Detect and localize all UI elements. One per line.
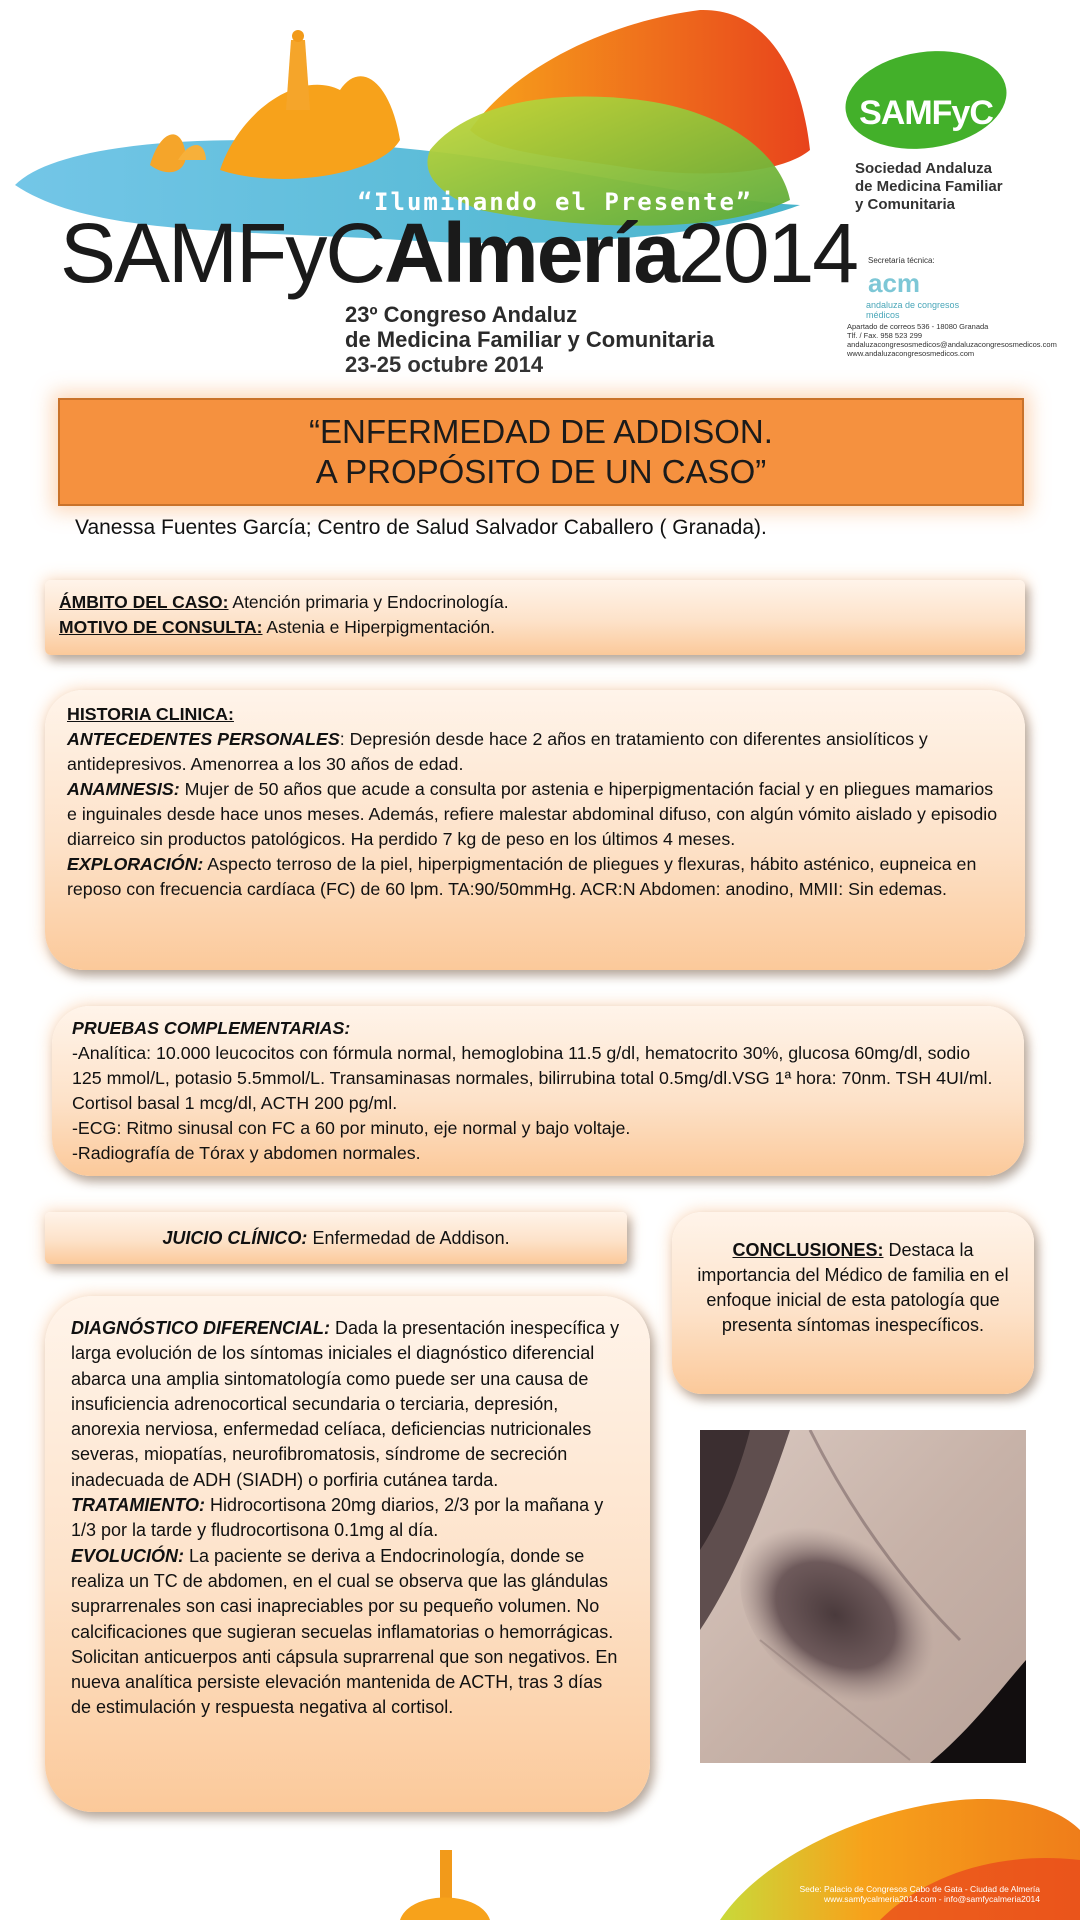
contact-info xyxy=(847,322,1077,358)
diferencial-label: DIAGNÓSTICO DIFERENCIAL: xyxy=(71,1318,330,1338)
juicio-label: JUICIO CLÍNICO: xyxy=(162,1228,308,1248)
acm-subtitle: andaluza de congresos médicos xyxy=(866,300,960,320)
pruebas-heading: PRUEBAS COMPLEMENTARIAS: xyxy=(72,1018,351,1038)
society-line-1: Sociedad Andaluza xyxy=(855,160,992,177)
contact-line-3: andaluzacongresosmedicos@andaluzacongresosmedicos.com xyxy=(847,340,1057,349)
poster-title xyxy=(58,398,1024,506)
brand-part-3: 2014 xyxy=(678,206,858,300)
motivo-line xyxy=(59,615,1011,640)
evolucion-text: La paciente se deriva a Endocrinología, donde se realiza un TC de abdomen, en el cual se observa que las glándulas suprarrenales son casi inapreciables por su pequeño volumen. No calcificaciones que sugieran secuelas inflamatorias o hemorrágicas. Solicitan anticuerpos anti cápsula suprarrenal que son negativos. En nueva analítica persiste elevación mantenida de ACTH, tras 3 días de estimulación y respuesta negativa al cortisol. xyxy=(71,1545,618,1718)
tratamiento-text: Hidrocortisona 20mg diarios, 2/3 por la mañana y 1/3 por la tarde y fludrocortisona 0.1mg al día. xyxy=(71,1495,604,1541)
conclusiones-label: CONCLUSIONES: xyxy=(732,1240,884,1260)
motivo-text: Astenia e Hiperpigmentación. xyxy=(262,617,496,637)
exploracion-text: Aspecto terroso de la piel, hiperpigmentación de pliegues y flexuras, hábito asténico, eupneica en reposo con frecuencia cardíaca (FC) de 60 lpm. TA:90/50mmHg. ACR:N Abdomen: anodino, MMII: Sin edemas. xyxy=(67,854,977,899)
ambito-label: ÁMBITO DEL CASO: xyxy=(59,592,229,612)
congress-brand-title xyxy=(60,208,857,298)
congress-line-1: 23º Congreso Andaluz xyxy=(345,302,578,327)
ambito-line xyxy=(59,590,1011,615)
pruebas-line-2: -ECG: Ritmo sinusal con FC a 60 por minuto, eje normal y bajo voltaje. xyxy=(72,1118,631,1138)
congress-dates: 23-25 octubre 2014 xyxy=(345,352,544,377)
differential-diagnosis-card xyxy=(45,1296,650,1812)
congress-subtitle xyxy=(345,302,714,377)
antecedentes-text: : Depresión desde hace 2 años en tratamiento con diferentes ansiolíticos y antidepresivos. Amenorrea a los 30 años de edad. xyxy=(67,729,928,774)
diferencial-text: Dada la presentación inespecífica y larga evolución de los síntomas iniciales el diagnóstico diferencial abarca una amplia sintomatología como puede ser una causa de insuficiencia adrenocortical secundaria o terciaria, depresión, anorexia nerviosa, enfermedad celíaca, deficiencias nutricionales severas, miopatías, neurofibromatosis, síndrome de secreción inadecuada de ADH (SIADH) o porfiria cutánea tarda. xyxy=(71,1318,620,1490)
pruebas-line-1: -Analítica: 10.000 leucocitos con fórmula normal, hemoglobina 11.5 g/dl, hematocrito 30%, glucosa 60mg/dl, sodio 125 mmol/L, potasio 5.5mmol/L. Transaminasas normales, bilirrubina total 0.5mg/dl.VSG 1ª hora: 70nm. TSH 4UI/ml. Cortisol basal 1 mcg/dl, ACTH 200 pg/ml. xyxy=(72,1043,993,1113)
complementary-tests-card xyxy=(52,1006,1024,1176)
society-line-2: de Medicina Familiar xyxy=(855,178,1003,195)
evolucion-label: EVOLUCIÓN: xyxy=(71,1545,185,1566)
tratamiento-label: TRATAMIENTO: xyxy=(71,1495,205,1516)
footer-line-1: Sede: Palacio de Congresos Cabo de Gata - Ciudad de Almería xyxy=(799,1884,1040,1894)
contact-line-2: Tlf. / Fax. 958 523 299 xyxy=(847,331,923,340)
society-name xyxy=(855,160,1003,214)
motivo-label: MOTIVO DE CONSULTA: xyxy=(59,617,263,637)
ambito-text: Atención primaria y Endocrinología. xyxy=(228,592,509,612)
acm-logo: acm xyxy=(868,268,921,298)
header-tagline: “Iluminando el Presente” xyxy=(357,188,753,216)
secretaria-label: Secretaría técnica: xyxy=(868,256,935,265)
historia-heading: HISTORIA CLINICA: xyxy=(67,704,234,724)
samfyc-logo-text: SAMFyC xyxy=(859,94,993,132)
contact-line-4: www.andaluzacongresosmedicos.com xyxy=(847,349,975,358)
brand-part-1: SAMFyC xyxy=(60,206,384,300)
anamnesis-text: Mujer de 50 años que acude a consulta por astenia e hiperpigmentación facial y en pliegues mamarios e inguinales desde hace unos meses. Además, refiere malestar abdominal difuso, con algún vómito aislado y episodio diarreico sin productos patológicos. Ha perdido 7 kg de peso en los últimos 4 meses. xyxy=(67,779,998,849)
anamnesis-label: ANAMNESIS: xyxy=(67,779,180,799)
footer-line-2: www.samfycalmeria2014.com - info@samfycalmeria2014 xyxy=(823,1894,1040,1904)
juicio-text: Enfermedad de Addison. xyxy=(307,1228,510,1248)
title-line-1: “ENFERMEDAD DE ADDISON. xyxy=(309,413,773,450)
pruebas-line-3: -Radiografía de Tórax y abdomen normales. xyxy=(72,1143,421,1163)
title-line-2: A PROPÓSITO DE UN CASO” xyxy=(315,453,767,490)
conclusions-card xyxy=(672,1212,1034,1394)
conclusiones-text: Destaca la importancia del Médico de familia en el enfoque inicial de esta patología que presenta síntomas inespecíficos. xyxy=(697,1240,1009,1335)
congress-line-2: de Medicina Familiar y Comunitaria xyxy=(345,327,715,352)
society-line-3: y Comunitaria xyxy=(855,196,956,213)
contact-line-1: Apartado de correos 536 - 18080 Granada xyxy=(847,322,989,331)
authors-line: Vanessa Fuentes García; Centro de Salud Salvador Caballero ( Granada). xyxy=(75,516,767,539)
exploracion-label: EXPLORACIÓN: xyxy=(67,854,204,874)
antecedentes-label: ANTECEDENTES PERSONALES xyxy=(67,729,340,749)
clinical-photo-hyperpigmentation xyxy=(700,1430,1026,1763)
footer-venue xyxy=(740,1884,1040,1904)
case-scope-card xyxy=(45,580,1025,655)
clinical-judgement-card xyxy=(45,1212,627,1264)
clinical-history-card xyxy=(45,690,1025,970)
brand-part-2: Almería xyxy=(384,206,679,300)
